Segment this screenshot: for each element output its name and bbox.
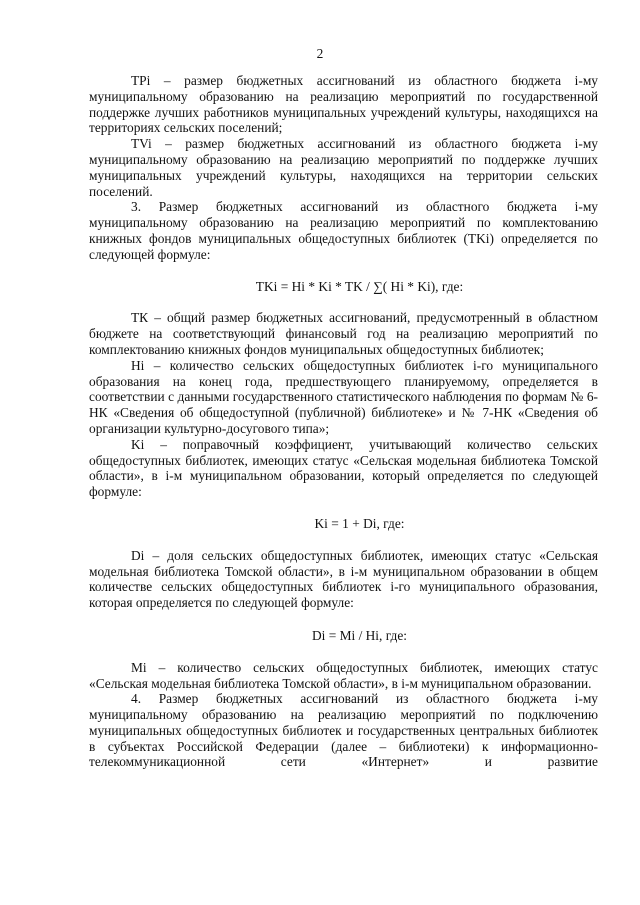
- paragraph-ki-definition: Ki – поправочный коэффициент, учитывающий количество сельских общедоступных библиотек, имеющих статус «Сельская модельная библиотека Томской области», в i-м муниципальном образовании, который определяется по следующей формуле:: [89, 436, 598, 500]
- formula-di: Di = Mi / Hi, где:: [311, 627, 408, 643]
- document-body: [89, 73, 598, 770]
- paragraph-item-3: 3. Размер бюджетных ассигнований из областного бюджета i-му муниципальному образованию на реализацию мероприятий по комплектованию книжных фондов муниципальных общедоступных библиотек (TKi) определяется по следующей формуле:: [89, 199, 598, 262]
- paragraph-di-definition: Di – доля сельских общедоступных библиотек, имеющих статус «Сельская модельная библиотека Томской области», в i-м муниципальном образовании в общем количестве сельских общедоступных библиотек i-го муниципального образования, которая определяется по следующей формуле:: [89, 547, 598, 611]
- page-number: 2: [316, 46, 324, 61]
- formula-tki: TKi = Hi * Ki * TK / ∑( Hi * Ki), где:: [255, 278, 464, 294]
- paragraph-tk-definition: ТК – общий размер бюджетных ассигнований, предусмотренный в областном бюджете на соответствующий финансовый год на реализацию мероприятий по комплектованию книжных фондов муниципальных общедоступных библиотек;: [89, 310, 598, 357]
- paragraph-tvi-definition: TVi – размер бюджетных ассигнований из областного бюджета i-му муниципальному образованию на реализацию мероприятий по поддержке лучших муниципальных учреждений культуры, находящихся на территории сельских поселений.: [89, 136, 598, 199]
- paragraph-hi-definition: Hi – количество сельских общедоступных библиотек i-го муниципального образования на конец года, предшествующего планируемому, определяется в соответствии с данными государственного статистического наблюдения по формам № 6-НК «Сведения об общедоступной (публичной) библиотеке» и № 7-НК «Сведения об организации культурно-досугового типа»;: [89, 357, 598, 436]
- paragraph-mi-definition: Mi – количество сельских общедоступных библиотек, имеющих статус «Сельская модельная библиотека Томской области», в i-м муниципальном образовании.: [89, 659, 598, 691]
- formula-ki: Ki = 1 + Di, где:: [314, 515, 405, 531]
- paragraph-tpi-definition: TPi – размер бюджетных ассигнований из областного бюджета i-му муниципальному образованию на реализацию мероприятий по государственной поддержке лучших работников муниципальных учреждений культуры, находящихся на территориях сельских поселений;: [89, 73, 598, 136]
- paragraph-item-4: 4. Размер бюджетных ассигнований из областного бюджета i-му муниципальному образованию на реализацию мероприятий по подключению муниципальных общедоступных библиотек и государственных центральных библиотек в субъектах Российской Федерации (далее – библиотеки) к информационно-телекоммуникационной сети «Интернет» и развитие: [89, 691, 598, 770]
